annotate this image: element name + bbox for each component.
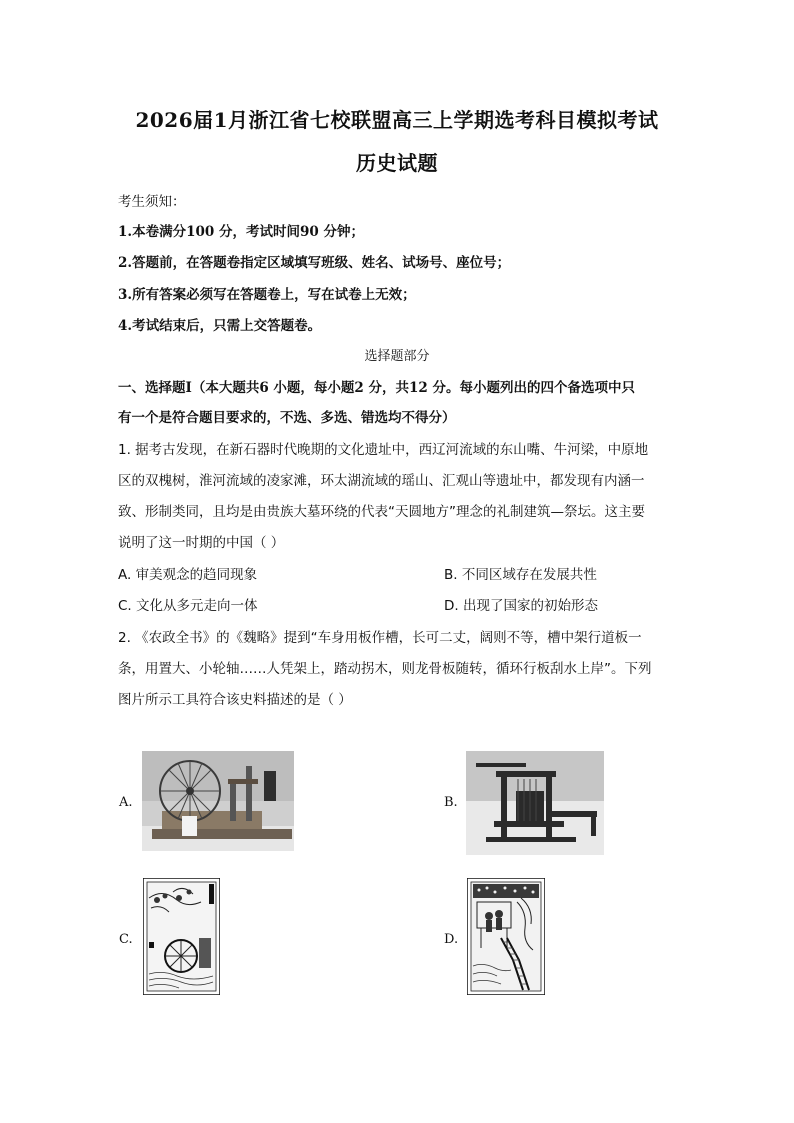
q2-image-label-a[interactable]: A.	[119, 795, 133, 810]
q2-image-label-d[interactable]: D.	[444, 932, 459, 947]
part-instructions-line-2: 有一个是符合题目要求的，不选、多选、错选均不得分）	[118, 410, 456, 426]
q1-stem-line-4: 说明了这一时期的中国（ ）	[118, 535, 285, 551]
q1-stem-line-1: 1. 据考古发现，在新石器时代晚期的文化遗址中，西辽河流域的东山嘴、牛河梁，中原地	[118, 442, 649, 458]
q2-stem-line-2: 条，用置大、小轮轴……人凭架上，踏动拐木，则龙骨板随转，循环行板刮水上岸”。下列	[118, 661, 652, 677]
q2-image-label-c[interactable]: C.	[119, 932, 133, 947]
exam-title: 2026届1月浙江省七校联盟高三上学期选考科目模拟考试	[135, 108, 659, 132]
q2-image-b-loom-model[interactable]	[466, 751, 604, 855]
q1-stem-line-2: 区的双槐树，淮河流域的凌家滩，环太湖流域的瑶山、汇观山等遗址中，都发现有内涵一	[118, 473, 645, 489]
notice-item-4: 4.考试结束后，只需上交答题卷。	[118, 318, 322, 334]
q2-stem-line-3: 图片所示工具符合该史料描述的是（ ）	[118, 692, 352, 708]
notice-item-1: 1.本卷满分100 分，考试时间90 分钟；	[118, 224, 364, 240]
q1-option-c[interactable]: C. 文化从多元走向一体	[118, 598, 258, 614]
notice-item-3: 3.所有答案必须写在答题卷上，写在试卷上无效；	[118, 287, 416, 303]
q2-image-label-b[interactable]: B.	[444, 795, 458, 810]
q1-option-d[interactable]: D. 出现了国家的初始形态	[444, 598, 598, 614]
q2-stem-line-1: 2. 《农政全书》的《魏略》提到“车身用板作槽，长可二丈，阔则不等，槽中架行道板一	[118, 630, 642, 646]
part-instructions-line-1: 一、选择题Ⅰ（本大题共6 小题，每小题2 分，共12 分。每小题列出的四个备选项中只	[118, 380, 635, 396]
exam-subtitle: 历史试题	[356, 151, 438, 175]
section-title: 选择题部分	[364, 349, 430, 364]
q2-image-c-waterwheel-woodcut[interactable]	[143, 878, 220, 995]
q1-option-b[interactable]: B. 不同区域存在发展共性	[444, 567, 597, 583]
q2-image-a-spinning-wheel[interactable]	[142, 751, 294, 851]
notice-heading: 考生须知：	[118, 194, 186, 210]
q1-stem-line-3: 致、形制类同，且均是由贵族大墓环绕的代表“天圆地方”理念的礼制建筑—祭坛。这主要	[118, 504, 645, 520]
q2-image-d-treadle-pump-woodcut[interactable]	[467, 878, 545, 995]
notice-item-2: 2.答题前，在答题卷指定区域填写班级、姓名、试场号、座位号；	[118, 255, 511, 271]
q1-option-a[interactable]: A. 审美观念的趋同现象	[118, 567, 258, 583]
